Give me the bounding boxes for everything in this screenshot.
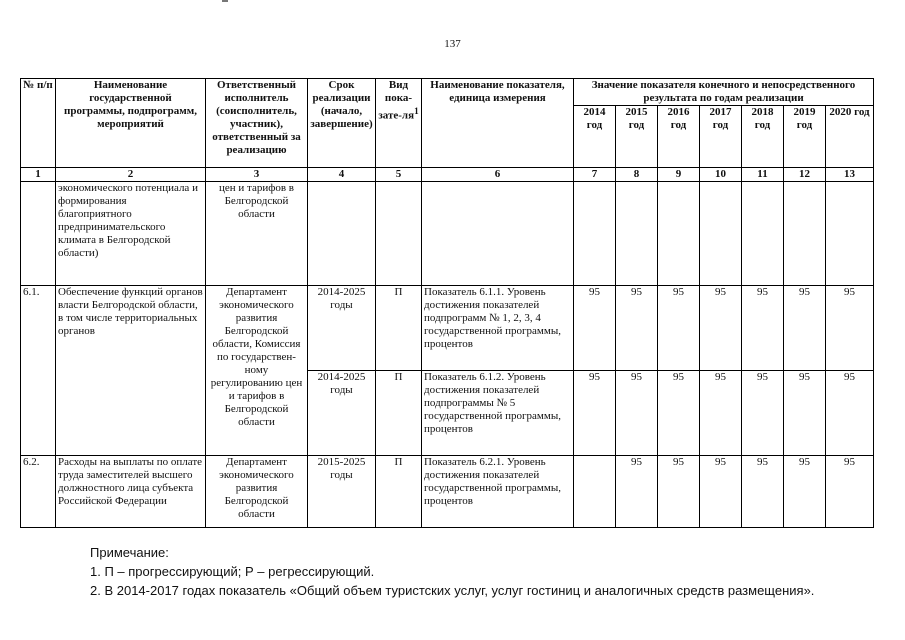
col-number: 9 [658, 168, 700, 182]
table-row-6-2 [21, 456, 874, 528]
continuation-value [616, 182, 658, 286]
row-value: 95 [784, 371, 826, 456]
notes-title: Примечание: [90, 545, 169, 560]
col-number: 2 [56, 168, 206, 182]
row-term: 2014-2025 годы [308, 371, 376, 456]
header-indicator: Наименование показателя, единица измерения [422, 79, 574, 168]
col-number: 4 [308, 168, 376, 182]
notes-line-2: 2. В 2014-2017 годах показатель «Общий объем туристских услуг, услуг гостиниц и аналогичных средств размещения». [90, 583, 815, 598]
row-indicator: Показатель 6.1.2. Уровень достижения показателей подпрограммы № 5 государственной программы, процентов [422, 371, 574, 456]
continuation-executor: цен и тарифов в Белгородской области [206, 182, 308, 286]
col-number: 3 [206, 168, 308, 182]
continuation-num [21, 182, 56, 286]
col-number: 7 [574, 168, 616, 182]
header-num: № п/п [21, 79, 56, 168]
header-executor: Ответственный исполнитель (соисполнитель, участник), ответственный за реализацию [206, 79, 308, 168]
row-value: 95 [742, 286, 784, 371]
column-numbers-row [21, 168, 874, 182]
continuation-indicator [422, 182, 574, 286]
row-executor: Департамент экономического развития Белгородской области, Комиссия по государствен-ному регулированию цен и тарифов в Белгородской области [206, 286, 308, 456]
header-year: 2019 год [784, 106, 826, 168]
row-value: 95 [574, 286, 616, 371]
continuation-value [784, 182, 826, 286]
row-value: 95 [616, 286, 658, 371]
row-value: 95 [574, 371, 616, 456]
indicators-table [20, 78, 874, 528]
row-value: 95 [658, 456, 700, 528]
page-number: 137 [444, 38, 461, 50]
header-values-group: Значение показателя конечного и непосредственного результата по годам реализации [574, 79, 874, 106]
row-num: 6.2. [21, 456, 56, 528]
row-value: 95 [700, 456, 742, 528]
row-num: 6.1. [21, 286, 56, 456]
row-indicator: Показатель 6.1.1. Уровень достижения показателей подпрограмм № 1, 2, 3, 4 государственной программы, процентов [422, 286, 574, 371]
header-year: 2014 год [574, 106, 616, 168]
row-value: 95 [658, 286, 700, 371]
header-year: 2018 год [742, 106, 784, 168]
row-executor: Департамент экономического развития Белгородской области [206, 456, 308, 528]
row-value: 95 [826, 286, 874, 371]
row-value: 95 [784, 456, 826, 528]
header-term: Срок реализации (начало, завершение) [308, 79, 376, 168]
continuation-value [826, 182, 874, 286]
continuation-value [742, 182, 784, 286]
header-name: Наименование государственной программы, подпрограмм, мероприятий [56, 79, 206, 168]
row-value: 95 [700, 371, 742, 456]
header-year: 2020 год [826, 106, 874, 168]
continuation-row [21, 182, 874, 286]
col-number: 12 [784, 168, 826, 182]
row-indicator: Показатель 6.2.1. Уровень достижения показателей государственной программы, процентов [422, 456, 574, 528]
row-kind: П [376, 456, 422, 528]
row-value: 95 [742, 456, 784, 528]
col-number: 13 [826, 168, 874, 182]
col-number: 11 [742, 168, 784, 182]
header-year: 2016 год [658, 106, 700, 168]
row-value: 95 [700, 286, 742, 371]
row-value: 95 [658, 371, 700, 456]
col-number: 10 [700, 168, 742, 182]
continuation-name: экономического потенциала и формирования благоприятного предпринимательского климата в Белгородской области) [56, 182, 206, 286]
continuation-value [574, 182, 616, 286]
row-value: 95 [616, 456, 658, 528]
header-kind-text: Вид пока-зате-ля [378, 79, 415, 122]
row-term: 2015-2025 годы [308, 456, 376, 528]
row-value: 95 [742, 371, 784, 456]
row-value: 95 [826, 456, 874, 528]
notes-block [90, 543, 814, 600]
row-name: Расходы на выплаты по оплате труда заместителей высшего должностного лица субъекта Российской Федерации [56, 456, 206, 528]
row-name: Обеспечение функций органов власти Белгородской области, в том числе территориальных органов [56, 286, 206, 456]
row-term: 2014-2025 годы [308, 286, 376, 371]
continuation-term [308, 182, 376, 286]
row-value: 95 [616, 371, 658, 456]
header-year: 2017 год [700, 106, 742, 168]
header-kind-sup: 1 [414, 106, 419, 116]
col-number: 1 [21, 168, 56, 182]
header-year: 2015 год [616, 106, 658, 168]
header-row-1 [21, 79, 874, 106]
continuation-value [700, 182, 742, 286]
scan-mark [222, 0, 228, 2]
row-kind: П [376, 286, 422, 371]
col-number: 8 [616, 168, 658, 182]
table-row-6-1-1 [21, 286, 874, 371]
row-value: 95 [784, 286, 826, 371]
row-value: 95 [826, 371, 874, 456]
row-kind: П [376, 371, 422, 456]
header-kind [376, 79, 422, 168]
continuation-kind [376, 182, 422, 286]
continuation-value [658, 182, 700, 286]
col-number: 5 [376, 168, 422, 182]
notes-line-1: 1. П – прогрессирующий; Р – регрессирующий. [90, 564, 375, 579]
col-number: 6 [422, 168, 574, 182]
row-value [574, 456, 616, 528]
